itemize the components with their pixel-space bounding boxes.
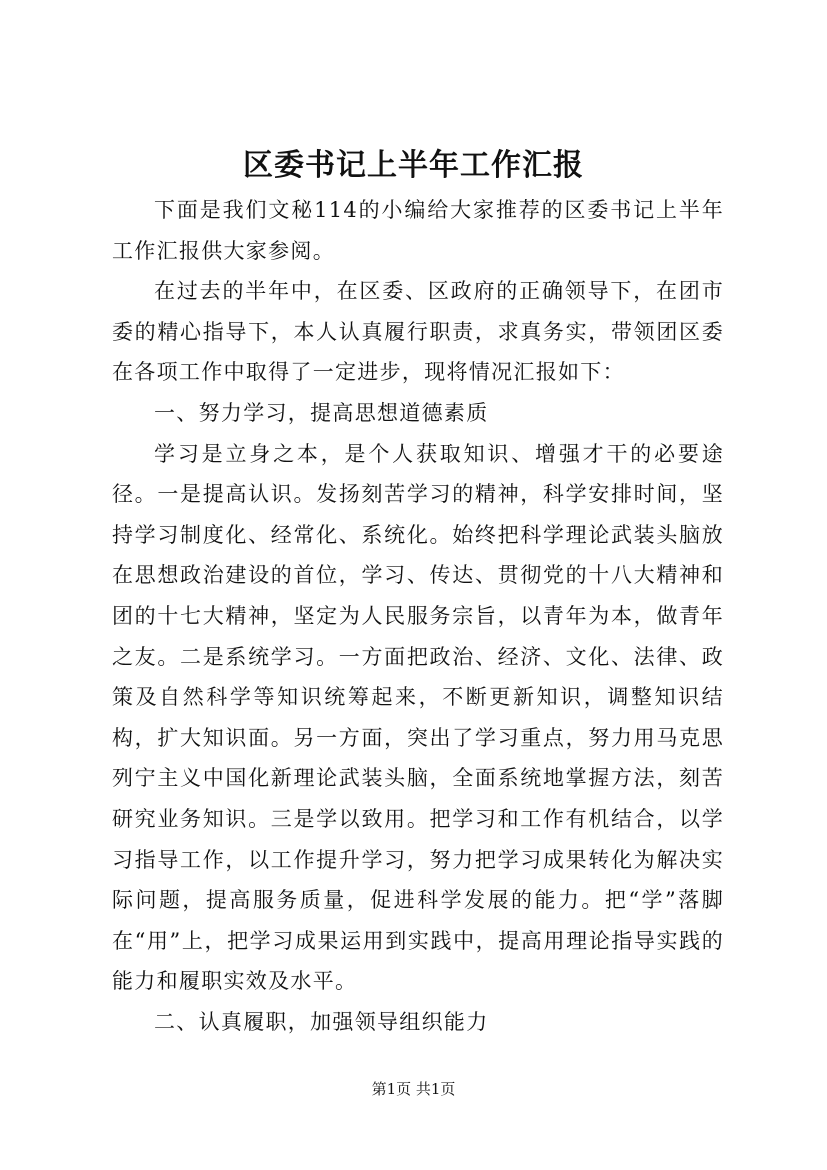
paragraph-overview: 在过去的半年中，在区委、区政府的正确领导下，在团市委的精心指导下，本人认真履行职责，求真务实，带领团区委在各项工作中取得了一定进步，现将情况汇报如下： xyxy=(112,279,724,385)
document-title: 区委书记上半年工作汇报 xyxy=(243,148,584,183)
paragraph-study: 学习是立身之本，是个人获取知识、增强才干的必要途径。一是提高认识。发扬刻苦学习的精神，科学安排时间，坚持学习制度化、经常化、系统化。始终把科学理论武装头脑放在思想政治建设的首位，学习、传达、贯彻党的十八大精神和团的十七大精神，坚定为人民服务宗旨，以青年为本，做青年之友。二是系统学习。一方面把政治、经济、文化、法律、政策及自然科学等知识统筹起来，不断更新知识，调整知识结构，扩大知识面。另一方面，突出了学习重点，努力用马克思列宁主义中国化新理论武装头脑，全面系统地掌握方法，刻苦研究业务知识。三是学以致用。把学习和工作有机结合，以学习指导工作，以工作提升学习，努力把学习成果转化为解决实际问题，提高服务质量，促进科学发展的能力。把“学”落脚在“用”上，把学习成果运用到实践中，提高用理论指导实践的能力和履职实效及水平。 xyxy=(112,441,724,994)
page-footer: 第1页 共1页 xyxy=(371,1080,456,1098)
section-heading-2: 二、认真履职，加强领导组织能力 xyxy=(154,1009,489,1034)
paragraph-intro: 下面是我们文秘114的小编给大家推荐的区委书记上半年工作汇报供大家参阅。 xyxy=(112,198,724,263)
document-body xyxy=(112,190,724,1042)
section-heading-1: 一、努力学习，提高思想道德素质 xyxy=(154,400,489,425)
